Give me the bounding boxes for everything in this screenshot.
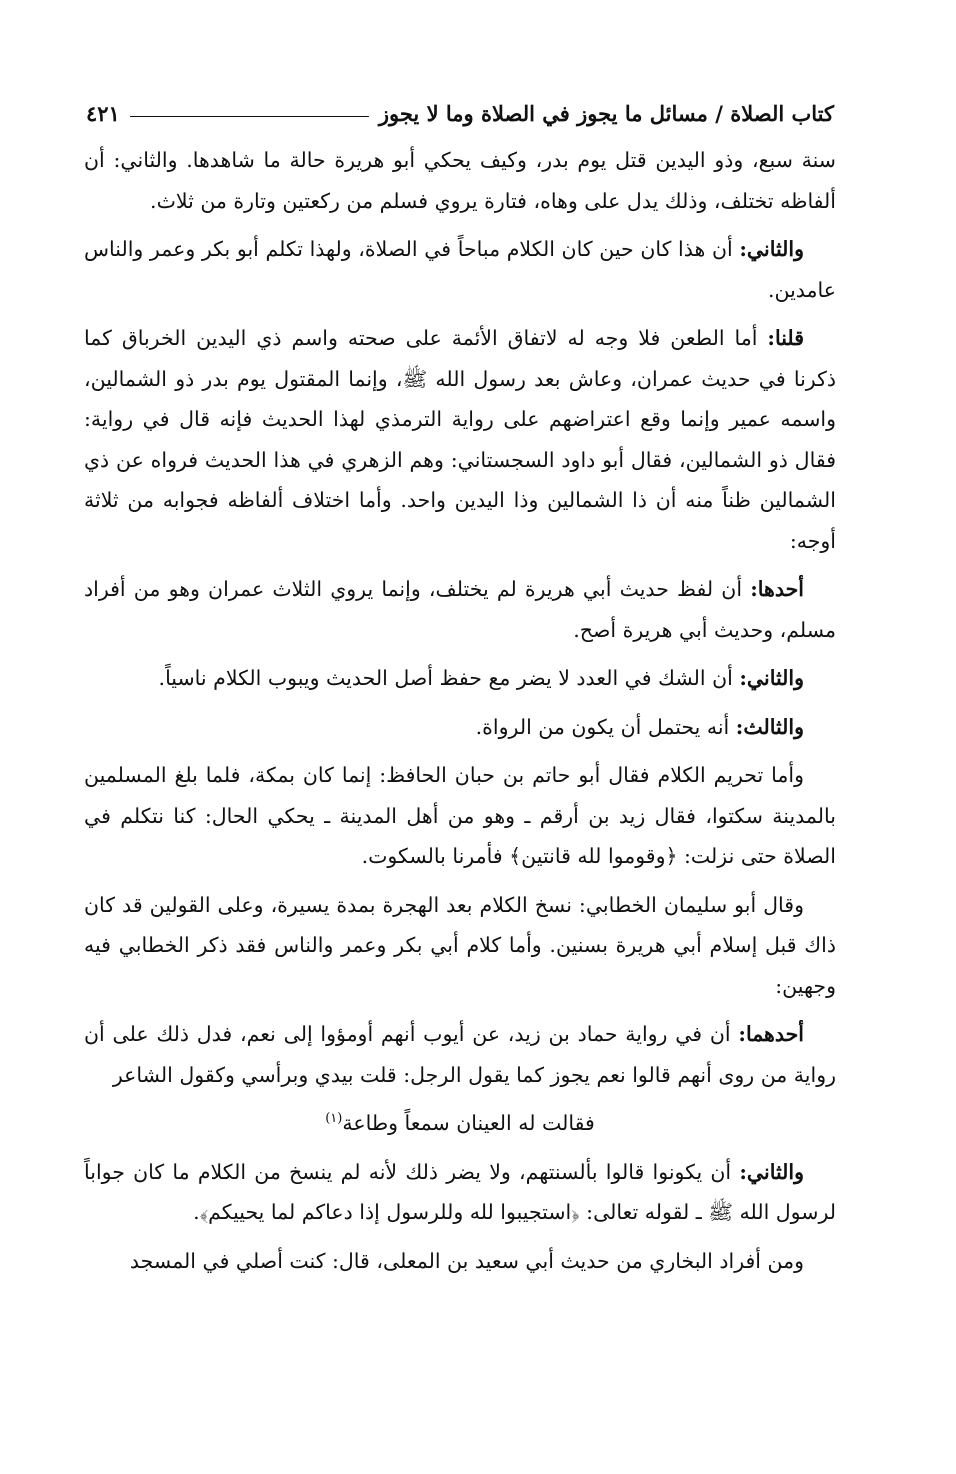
paragraph-text: أما الطعن فلا وجه له لاتفاق الأئمة على صحته واسم ذي اليدين الخرباق كما ذكرنا في حديث عمران، وعاش بعد رسول الله ﷺ، وإنما المقتول يوم بدر ذو الشمالين، واسمه عمير وإنما وقع اعتراضهم على رواية الترمذي لهذا الحديث فإنه قال في رواية: فقال ذو الشمالين، فقال أبو داود السجستاني: وهم الزهري في هذا الحديث فرواه عن ذي الشمالين ظناً منه أن ذا الشمالين وذا اليدين واحد. وأما اختلاف ألفاظه فجوابه من ثلاثة أوجه:	[84, 326, 836, 553]
header-rule	[130, 116, 369, 117]
paragraph	[84, 885, 836, 1007]
paragraph	[84, 658, 836, 699]
page-number: ٤٢١	[86, 101, 120, 126]
paragraph-text: أن لفظ حديث أبي هريرة لم يختلف، وإنما يروي الثلاث عمران وهو من أفراد مسلم، وحديث أبي هريرة أصح.	[84, 577, 836, 642]
body-text	[84, 140, 836, 1289]
paragraph-lead: والثالث:	[735, 714, 804, 739]
paragraph-lead: والثاني:	[739, 237, 804, 261]
paragraph	[84, 755, 836, 877]
verse-text: فقالت له العينان سمعاً وطاعة	[342, 1111, 595, 1135]
paragraph-text: وقال أبو سليمان الخطابي: نسخ الكلام بعد الهجرة بمدة يسيرة، وعلى القولين قد كان ذاك قبل إسلام أبي هريرة بسنين. وأما كلام أبي بكر وعمر والناس فقد ذكر الخطابي فيه وجهين:	[84, 892, 836, 998]
paragraph	[84, 1014, 836, 1095]
paragraph-text: أن هذا كان حين كان الكلام مباحاً في الصلاة، ولهذا تكلم أبو بكر وعمر والناس عامدين.	[84, 237, 836, 302]
paragraph-text: وأما تحريم الكلام فقال أبو حاتم بن حبان الحافظ: إنما كان بمكة، فلما بلغ المسلمين بالمدينة سكتوا، فقال زيد بن أرقم ـ وهو من أهل المدينة ـ يحكي الحال: كنا نتكلم في الصلاة حتى نزلت: ﴿وقوموا لله قانتين﴾ فأمرنا بالسكوت.	[84, 763, 836, 868]
paragraph	[84, 318, 836, 561]
running-header	[86, 86, 834, 126]
paragraph	[84, 569, 836, 650]
paragraph	[84, 707, 836, 748]
paragraph-text: أنه يحتمل أن يكون من الرواة.	[475, 714, 730, 739]
paragraph-text: أن الشك في العدد لا يضر مع حفظ أصل الحديث ويبوب الكلام ناسياً.	[158, 666, 733, 690]
paragraph-lead: أحدهما:	[738, 1022, 804, 1046]
paragraph-lead: والثاني:	[739, 666, 804, 690]
paragraph	[84, 1152, 836, 1233]
paragraph-lead: أحدها:	[750, 577, 804, 601]
poem-verse	[84, 1103, 836, 1144]
paragraph-text: أن يكونوا قالوا بألسنتهم، ولا يضر ذلك لأنه لم ينسخ من الكلام ما كان جواباً لرسول الله ﷺ ـ لقوله تعالى: ﴿استجيبوا لله وللرسول إذا دعاكم لما يحييكم﴾.	[84, 1159, 836, 1224]
paragraph-text: أن في رواية حماد بن زيد، عن أيوب أنهم أومؤوا إلى نعم، فدل ذلك على أن رواية من روى أنهم قالوا نعم يجوز كما يقول الرجل: قلت بيدي وبرأسي وكقول الشاعر	[84, 1022, 836, 1087]
paragraph-text: سنة سبع، وذو اليدين قتل يوم بدر، وكيف يحكي أبو هريرة حالة ما شاهدها. والثاني: أن ألفاظه تختلف، وذلك يدل على وهاه، فتارة يروي فسلم من ركعتين وتارة من ثلاث.	[84, 148, 836, 213]
paragraph	[84, 1241, 836, 1282]
paragraph	[84, 229, 836, 310]
footnote-marker: (١)	[325, 1111, 343, 1127]
paragraph-text: ومن أفراد البخاري من حديث أبي سعيد بن المعلى، قال: كنت أصلي في المسجد	[129, 1248, 804, 1273]
paragraph	[84, 140, 836, 221]
paragraph-lead: قلنا:	[767, 326, 804, 350]
chapter-title: كتاب الصلاة / مسائل ما يجوز في الصلاة وما لا يجوز	[378, 101, 834, 126]
paragraph-lead: والثاني:	[739, 1159, 804, 1184]
